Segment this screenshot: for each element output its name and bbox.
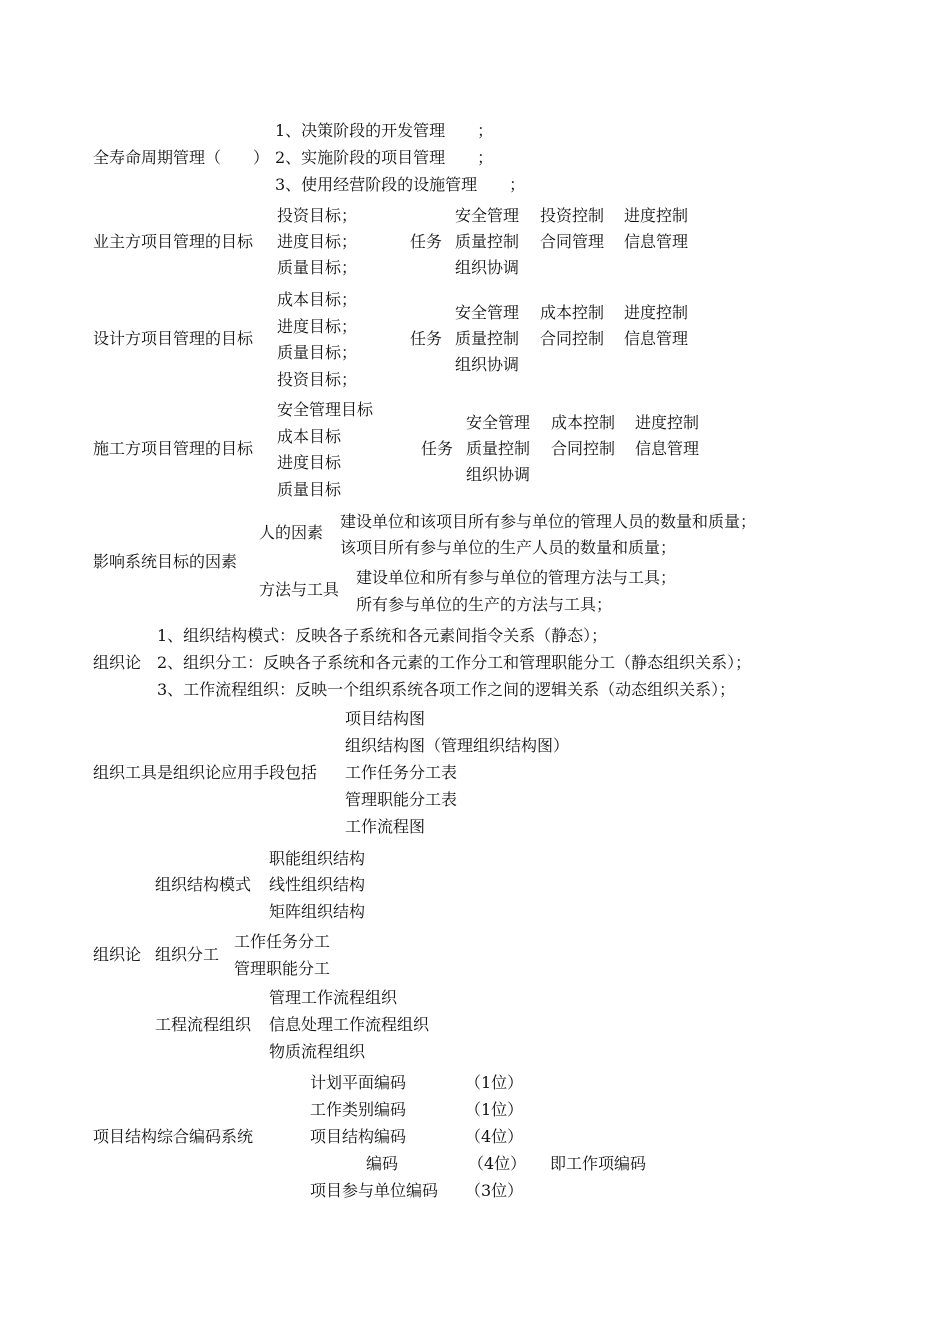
coding-row-note: 即工作项编码 <box>550 1154 647 1173</box>
org-structure-label: 组织结构模式 <box>155 875 252 894</box>
owner-task: 信息管理 <box>624 232 689 251</box>
methods-factor-label: 方法与工具 <box>259 580 340 599</box>
coding-row-name: 项目结构编码 <box>310 1127 407 1146</box>
org-structure-item: 线性组织结构 <box>269 875 366 894</box>
coding-row-digits: （1位） <box>465 1073 524 1092</box>
constructor-goal: 安全管理目标 <box>277 400 374 419</box>
org-tool-item: 项目结构图 <box>345 709 426 728</box>
constructor-goal: 质量目标 <box>277 480 342 499</box>
constructor-task-label: 任务 <box>421 439 454 458</box>
coding-row-digits: （1位） <box>465 1100 524 1119</box>
org-tool-item: 管理职能分工表 <box>345 790 458 809</box>
owner-goal: 质量目标； <box>277 258 358 277</box>
designer-task: 组织协调 <box>455 355 520 374</box>
owner-task: 进度控制 <box>624 206 689 225</box>
org-division-item: 工作任务分工 <box>234 932 331 951</box>
constructor-task: 信息管理 <box>635 439 700 458</box>
designer-goal: 质量目标； <box>277 343 358 362</box>
constructor-goal: 成本目标 <box>277 427 342 446</box>
owner-task-label: 任务 <box>410 232 443 251</box>
constructor-task: 组织协调 <box>466 465 531 484</box>
owner-task: 组织协调 <box>455 258 520 277</box>
coding-row-digits: （4位） <box>465 1127 524 1146</box>
constructor-task: 质量控制 <box>466 439 531 458</box>
org-tool-item: 工作任务分工表 <box>345 763 458 782</box>
people-factor-label: 人的因素 <box>259 523 324 542</box>
designer-task-label: 任务 <box>410 329 443 348</box>
org-flow-label: 工程流程组织 <box>155 1015 252 1034</box>
owner-task: 质量控制 <box>455 232 520 251</box>
lifecycle-item: 3、使用经营阶段的设施管理 ； <box>275 175 526 194</box>
designer-label: 设计方项目管理的目标 <box>93 329 254 348</box>
coding-row-digits: （4位） <box>468 1154 527 1173</box>
constructor-label: 施工方项目管理的目标 <box>93 439 254 458</box>
owner-task: 投资控制 <box>540 206 605 225</box>
coding-row-name: 工作类别编码 <box>310 1100 407 1119</box>
org-division-item: 管理职能分工 <box>234 959 331 978</box>
org-structure-item: 职能组织结构 <box>269 849 366 868</box>
constructor-task: 成本控制 <box>551 413 616 432</box>
constructor-task: 安全管理 <box>466 413 531 432</box>
designer-goal: 投资目标； <box>277 370 358 389</box>
org-tool-item: 工作流程图 <box>345 817 426 836</box>
owner-task: 合同管理 <box>540 232 605 251</box>
designer-task: 安全管理 <box>455 303 520 322</box>
org-flow-item: 管理工作流程组织 <box>269 988 398 1007</box>
designer-task: 进度控制 <box>624 303 689 322</box>
constructor-goal: 进度目标 <box>277 453 342 472</box>
designer-task: 质量控制 <box>455 329 520 348</box>
designer-task: 合同控制 <box>540 329 605 348</box>
factors-label: 影响系统目标的因素 <box>93 552 238 571</box>
org-division-label: 组织分工 <box>155 945 220 964</box>
constructor-task: 进度控制 <box>635 413 700 432</box>
org-flow-item: 信息处理工作流程组织 <box>269 1015 430 1034</box>
designer-goal: 进度目标； <box>277 317 358 336</box>
owner-goal: 进度目标； <box>277 232 358 251</box>
designer-goal: 成本目标； <box>277 290 358 309</box>
methods-factor-item: 所有参与单位的生产的方法与工具； <box>356 595 613 614</box>
people-factor-item: 该项目所有参与单位的生产人员的数量和质量； <box>340 538 677 557</box>
org-structure-item: 矩阵组织结构 <box>269 902 366 921</box>
methods-factor-item: 建设单位和所有参与单位的管理方法与工具； <box>356 568 677 587</box>
coding-label: 项目结构综合编码系统 <box>93 1127 254 1146</box>
lifecycle-label: 全寿命周期管理（ ） <box>93 148 270 167</box>
lifecycle-item: 2、实施阶段的项目管理 ； <box>275 148 494 167</box>
designer-task: 信息管理 <box>624 329 689 348</box>
org-theory-item: 2、组织分工：反映各子系统和各元素的工作分工和管理职能分工（静态组织关系）； <box>157 653 752 672</box>
coding-row-name: 编码 <box>366 1154 399 1173</box>
designer-task: 成本控制 <box>540 303 605 322</box>
org-tools-label: 组织工具是组织论应用手段包括 <box>93 763 318 782</box>
owner-label: 业主方项目管理的目标 <box>93 232 254 251</box>
people-factor-item: 建设单位和该项目所有参与单位的管理人员的数量和质量； <box>340 512 757 531</box>
coding-row-digits: （3位） <box>465 1181 524 1200</box>
org-theory-item: 1、组织结构模式：反映各子系统和各元素间指令关系（静态）； <box>157 626 608 645</box>
org-flow-item: 物质流程组织 <box>269 1042 366 1061</box>
lifecycle-item: 1、决策阶段的开发管理 ； <box>275 121 494 140</box>
org-tool-item: 组织结构图（管理组织结构图） <box>345 736 570 755</box>
owner-task: 安全管理 <box>455 206 520 225</box>
org-theory-item: 3、工作流程组织：反映一个组织系统各项工作之间的逻辑关系（动态组织关系）； <box>157 680 736 699</box>
coding-row-name: 项目参与单位编码 <box>310 1181 439 1200</box>
owner-goal: 投资目标； <box>277 206 358 225</box>
coding-row-name: 计划平面编码 <box>310 1073 407 1092</box>
org-tree-label: 组织论 <box>93 945 142 964</box>
constructor-task: 合同控制 <box>551 439 616 458</box>
org-theory-label: 组织论 <box>93 653 142 672</box>
